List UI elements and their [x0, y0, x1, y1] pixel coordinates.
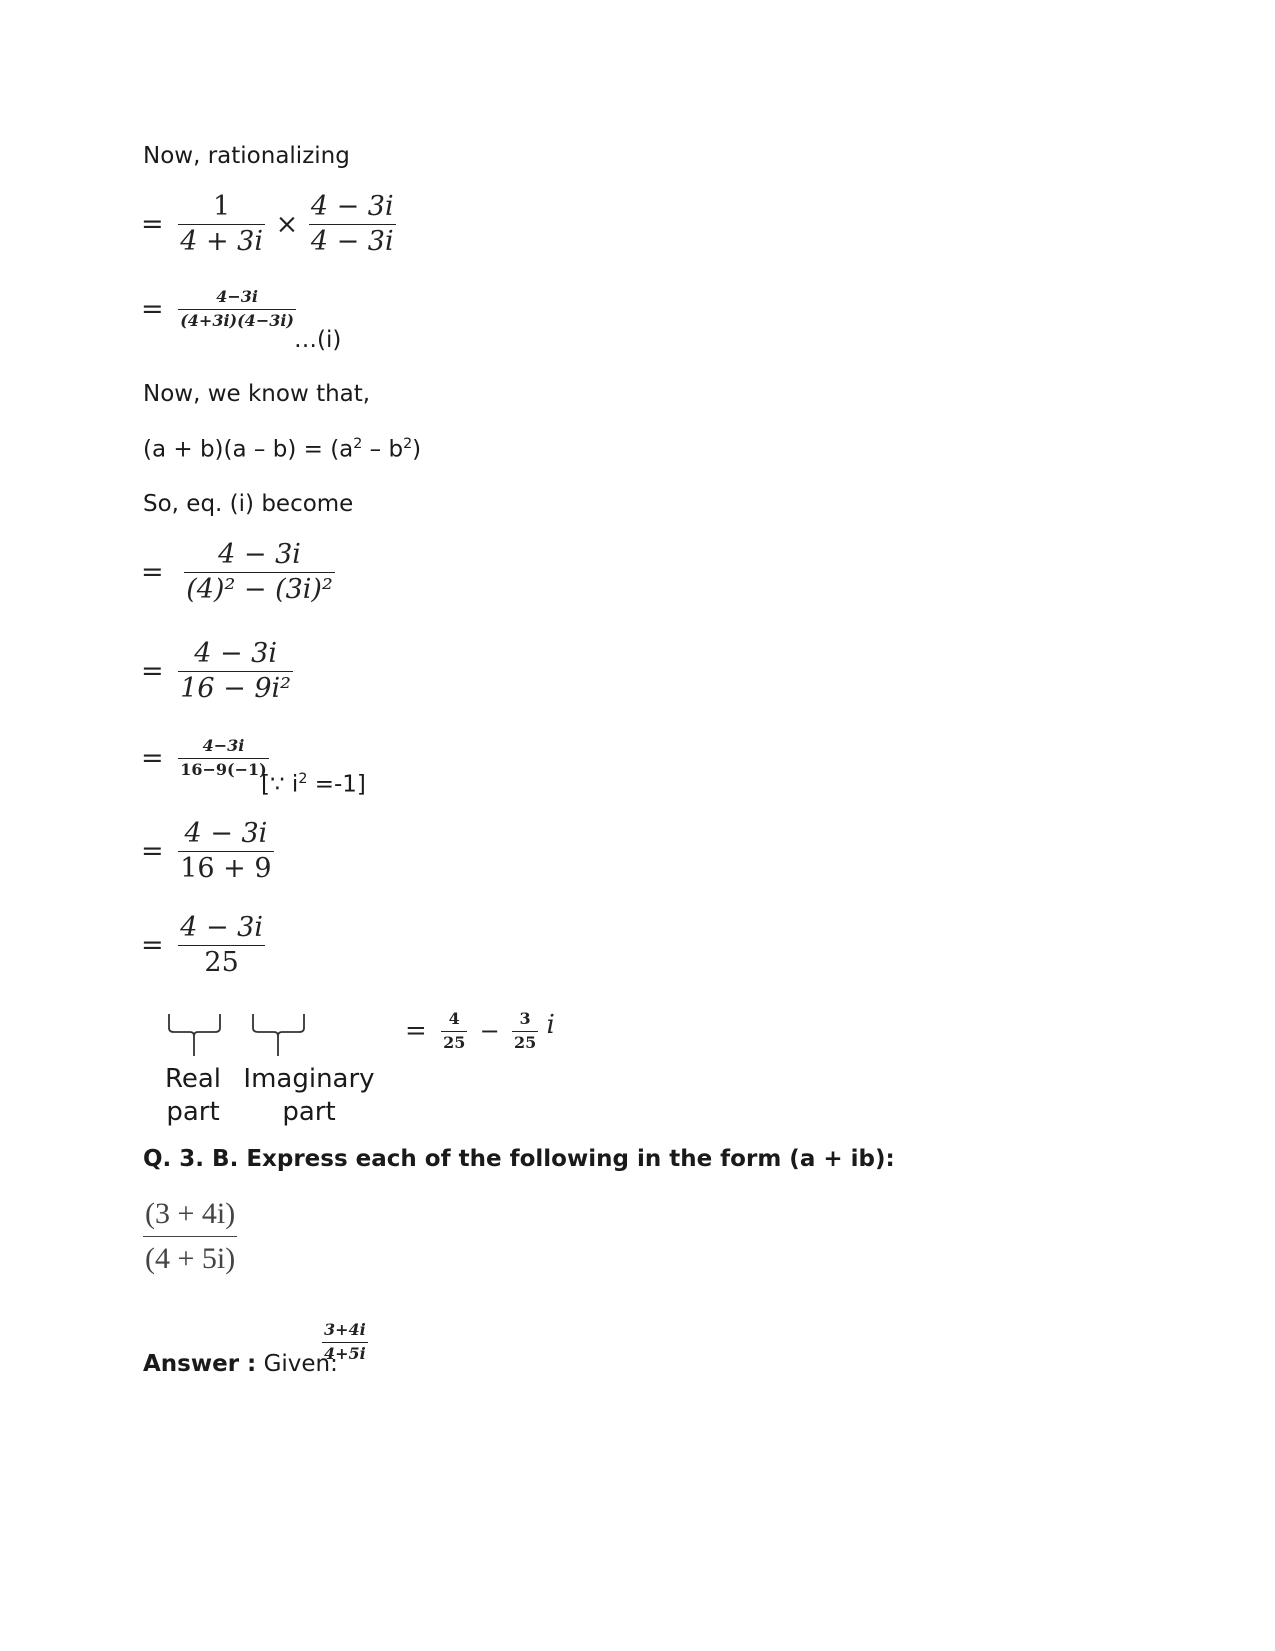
numerator: 3	[512, 1011, 538, 1032]
denominator: 25	[204, 947, 239, 979]
real-part-text: Real part	[164, 1064, 222, 1128]
answer-given: Given:	[256, 1351, 338, 1377]
fraction	[143, 1198, 237, 1274]
question-expression	[143, 1198, 237, 1274]
math-step-2	[141, 289, 296, 330]
numerator: 4	[441, 1011, 467, 1032]
fraction	[178, 738, 268, 779]
math-step-6	[141, 820, 274, 884]
denominator: 4 − 3i	[310, 226, 394, 258]
times-sign: ×	[275, 209, 299, 241]
identity-part: (a + b)(a – b) = (a	[143, 436, 354, 463]
numerator: 4 − 3i	[178, 640, 293, 672]
fraction	[178, 640, 293, 704]
because-note	[261, 771, 366, 798]
minus-sign: −	[479, 1017, 500, 1046]
equals-sign: =	[141, 209, 164, 241]
math-step-7	[141, 914, 265, 978]
note-part: [∵ i	[261, 771, 299, 798]
underbrace-diagram	[160, 1010, 320, 1062]
denominator: 16 + 9	[180, 853, 272, 885]
equals-sign: =	[141, 742, 164, 774]
denominator: 25	[443, 1032, 466, 1052]
fraction	[178, 289, 296, 330]
denominator: 16 − 9i²	[180, 673, 292, 705]
fraction	[441, 1011, 467, 1052]
denominator: (4+3i)(4−3i)	[180, 310, 294, 330]
math-step-1	[141, 193, 396, 257]
math-step-4	[141, 640, 293, 704]
math-step-5	[141, 738, 269, 779]
denominator: (4)² − (3i)²	[186, 574, 333, 606]
equals-sign: =	[141, 836, 164, 868]
equation-reference: …(i)	[294, 327, 342, 353]
text-so-eq: So, eq. (i) become	[143, 491, 354, 517]
fraction	[184, 541, 335, 605]
denominator: 16−9(−1)	[180, 759, 267, 779]
imaginary-part-text: Imaginary part	[243, 1064, 375, 1128]
fraction	[178, 193, 265, 257]
numerator: 3+4i	[322, 1322, 368, 1343]
math-final-result	[405, 1011, 555, 1052]
fraction	[178, 914, 265, 978]
imaginary-part-brace	[253, 1014, 304, 1056]
fraction	[322, 1322, 368, 1363]
equals-sign: =	[141, 293, 164, 325]
denominator: 4+5i	[324, 1343, 366, 1363]
numerator: 4 − 3i	[184, 541, 335, 573]
equals-sign: =	[141, 557, 164, 589]
equals-sign: =	[405, 1016, 427, 1047]
denominator: (4 + 5i)	[145, 1241, 236, 1275]
fraction	[512, 1011, 538, 1052]
numerator: 4−3i	[178, 738, 268, 759]
text-rationalizing: Now, rationalizing	[143, 143, 350, 169]
numerator: 1	[178, 193, 265, 225]
identity-part: – b	[362, 436, 404, 463]
label-real-part	[160, 1063, 226, 1130]
math-step-3	[141, 541, 335, 605]
answer-line	[143, 1351, 338, 1377]
fraction	[309, 193, 396, 257]
imaginary-unit: i	[546, 1010, 555, 1041]
label-imaginary-part	[238, 1063, 380, 1130]
denominator: 25	[513, 1032, 537, 1052]
equals-sign: =	[141, 656, 164, 688]
exponent: 2	[298, 771, 308, 787]
identity-part: )	[412, 436, 422, 463]
exponent: 2	[403, 436, 413, 452]
identity-formula	[143, 436, 421, 463]
question-title: Q. 3. B. Express each of the following in the form (a + ib):	[143, 1146, 895, 1172]
note-part: =-1]	[307, 771, 366, 798]
numerator: 4 − 3i	[309, 193, 396, 225]
exponent: 2	[353, 436, 363, 452]
equals-sign: =	[141, 930, 164, 962]
numerator: 4−3i	[178, 289, 296, 310]
text-we-know: Now, we know that,	[143, 381, 371, 407]
answer-fraction	[322, 1322, 368, 1363]
denominator: 4 + 3i	[180, 226, 263, 258]
answer-label: Answer :	[143, 1351, 257, 1377]
numerator: 4 − 3i	[178, 820, 273, 852]
numerator: 4 − 3i	[178, 914, 265, 946]
numerator: (3 + 4i)	[143, 1198, 237, 1237]
fraction	[178, 820, 273, 884]
real-part-brace	[169, 1014, 220, 1056]
